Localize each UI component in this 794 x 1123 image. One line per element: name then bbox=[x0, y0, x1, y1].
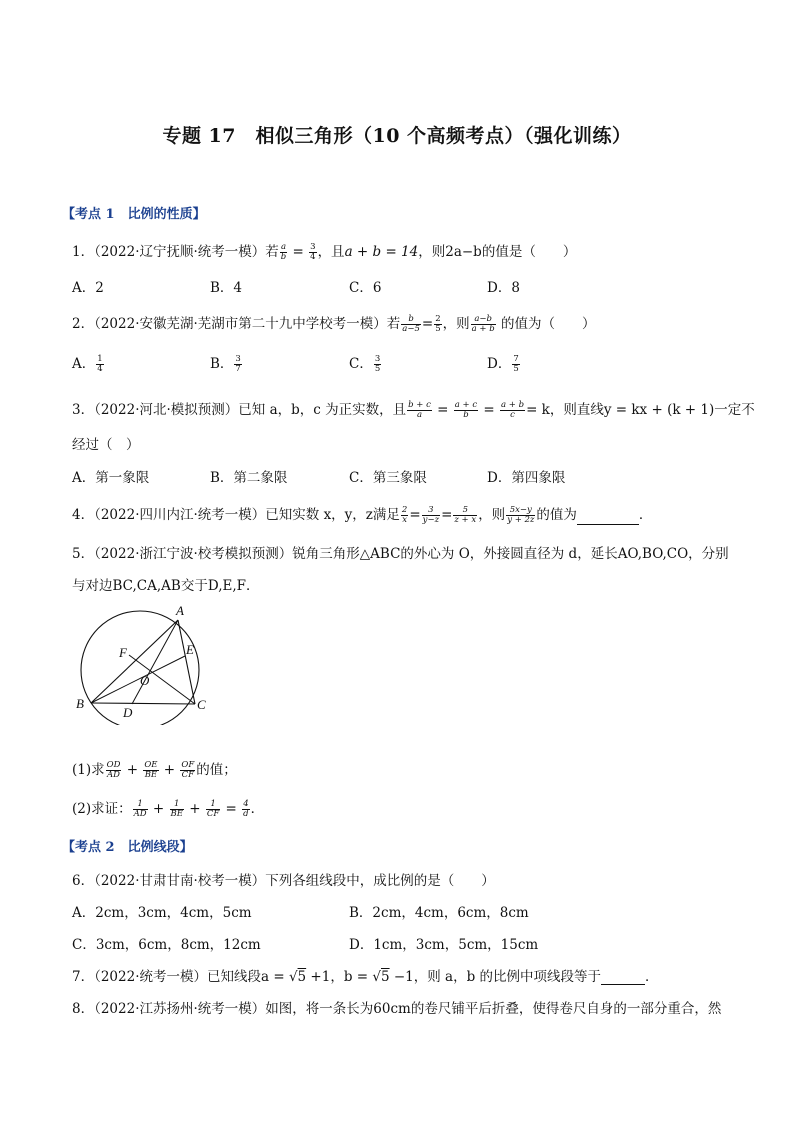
side-bc bbox=[91, 703, 195, 704]
label-o: O bbox=[140, 673, 150, 688]
q7-answer-blank[interactable] bbox=[601, 968, 645, 985]
label-c: C bbox=[197, 697, 206, 712]
q6-option-b[interactable]: B．2cm，4cm，6cm，8cm bbox=[349, 905, 529, 921]
q1-option-a[interactable]: A．2 bbox=[72, 280, 104, 296]
q2-option-a[interactable]: A． $\frac{1}{4}$ bbox=[72, 354, 103, 374]
label-e: E bbox=[186, 642, 194, 657]
circumcircle bbox=[81, 611, 199, 725]
q2-option-c[interactable]: C． $\frac{3}{5}$ bbox=[349, 354, 381, 374]
q1-frac-34: $\frac{3}{4}$ bbox=[310, 242, 316, 262]
q1-condition: a + b = 14 bbox=[344, 244, 419, 260]
q6-option-a[interactable]: A．2cm，3cm，4cm，5cm bbox=[72, 905, 252, 921]
triangle-circle-diagram bbox=[74, 600, 214, 725]
side-ab bbox=[91, 620, 178, 703]
q3-option-c[interactable]: C．第三象限 bbox=[349, 470, 427, 486]
q1-option-d[interactable]: D．8 bbox=[487, 280, 520, 296]
section-header-2: 【考点 2 比例线段】 bbox=[62, 840, 193, 855]
q1-option-c[interactable]: C．6 bbox=[349, 280, 382, 296]
q5-part2: (2)求证： $\frac{1}{AD}$ + $\frac{1}{BE}$ + $\frac{1}{CF}$ = $\frac{4}{d}$ ． bbox=[72, 799, 265, 819]
label-f: F bbox=[119, 645, 127, 660]
side-ca bbox=[178, 620, 195, 704]
question-5: 5．（2022·浙江宁波·校考模拟预测）锐角三角形△ABC的外心为 O，外接圆直径为 d，延长AO,BO,CO，分别 bbox=[72, 546, 729, 562]
question-3: 3．（2022·河北·模拟预测）已知 a，b，c 为正实数，且 $\frac{b + c}{a}$ = $\frac{a + c}{b}$ = $\frac{a + b}{c}$ = k，则直线y = kx + (k + 1)一定不 bbox=[72, 400, 755, 420]
q6-option-c[interactable]: C．3cm，6cm，8cm，12cm bbox=[72, 937, 261, 953]
q3-option-b[interactable]: B．第二象限 bbox=[210, 470, 288, 486]
page-title: 专题 17 相似三角形（10 个高频考点）（强化训练） bbox=[162, 125, 632, 147]
q2-frac-1: $\frac{b}{a-5}$ bbox=[402, 314, 420, 334]
q1-frac-ab: $\frac{a}{b}$ bbox=[280, 242, 287, 262]
q4-answer-blank[interactable] bbox=[577, 508, 639, 525]
q2-option-d[interactable]: D． $\frac{7}{5}$ bbox=[487, 354, 519, 374]
q2-option-b[interactable]: B． $\frac{3}{7}$ bbox=[210, 354, 241, 374]
label-a: A bbox=[176, 603, 184, 618]
q6-option-d[interactable]: D．1cm，3cm，5cm，15cm bbox=[349, 937, 539, 953]
label-d: D bbox=[123, 705, 133, 720]
q3-option-a[interactable]: A．第一象限 bbox=[72, 470, 150, 486]
question-6: 6．（2022·甘肃甘南·校考一模）下列各组线段中，成比例的是（ ） bbox=[72, 873, 495, 889]
q3-option-d[interactable]: D．第四象限 bbox=[487, 470, 566, 486]
cevian-be bbox=[91, 656, 185, 703]
q1-option-b[interactable]: B．4 bbox=[210, 280, 243, 296]
section-header-1: 【考点 1 比例的性质】 bbox=[62, 207, 206, 222]
q5-line2: 与对边BC,CA,AB交于D,E,F． bbox=[72, 578, 260, 594]
question-4: 4．（2022·四川内江·统考一模）已知实数 x，y，z满足 $\frac{2}{x}$ = $\frac{3}{y-z}$ = $\frac{5}{z + x}$ ，则 $\frac{5x-y}{y + 2z}$ 的值为 ． bbox=[72, 505, 653, 525]
q1-prefix: 1．（2022·辽宁抚顺·统考一模）若 bbox=[72, 244, 279, 260]
question-1: 1．（2022·辽宁抚顺·统考一模）若 $\frac{a}{b}$ = $\frac{3}{4}$ ，且a + b = 14，则2a−b的值是（ ） bbox=[72, 242, 577, 262]
question-7: 7．（2022·统考一模）已知线段a = √5 +1，b = √5 −1，则 a，b 的比例中项线段等于 ． bbox=[72, 969, 659, 985]
q2-frac-3: $\frac{a-b}{a + b}$ bbox=[471, 314, 495, 334]
label-b: B bbox=[76, 696, 84, 711]
q2-frac-2: $\frac{2}{5}$ bbox=[435, 314, 441, 334]
question-2: 2．（2022·安徽芜湖·芜湖市第二十九中学校考一模）若 $\frac{b}{a-5}$ = $\frac{2}{5}$ ，则 $\frac{a-b}{a + b}$ 的值为（ ） bbox=[72, 314, 596, 334]
q5-part1: (1)求 $\frac{OD}{AD}$ + $\frac{OE}{BE}$ + $\frac{OF}{CF}$ 的值； bbox=[72, 760, 237, 780]
question-8: 8．（2022·江苏扬州·统考一模）如图，将一条长为60cm的卷尺铺平后折叠，使得卷尺自身的一部分重合，然 bbox=[72, 1001, 722, 1017]
q3-line2: 经过（ ） bbox=[72, 437, 140, 453]
